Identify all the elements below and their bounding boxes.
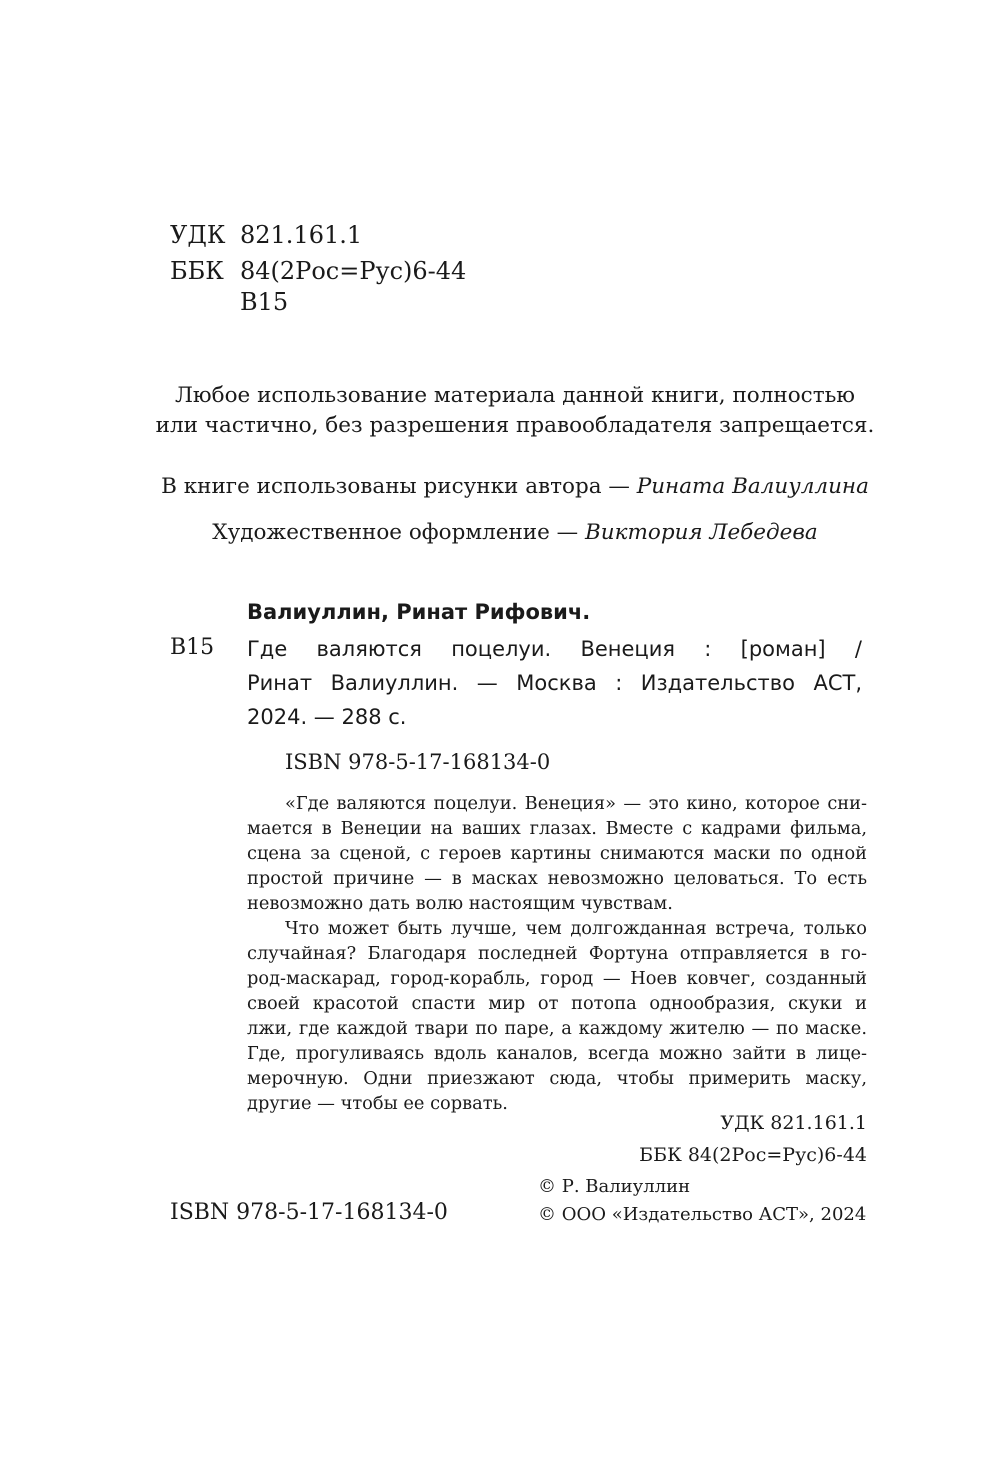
author-mark: В15 (240, 288, 289, 316)
catalog-isbn: ISBN 978-5-17-168134-0 (285, 750, 551, 774)
annotation-line: род-маскарад, город-корабль, город — Ноев ковчег, созданный (247, 968, 867, 989)
annotation-line: мается в Венеции на ваших глазах. Вместе с кадрами фильма, (247, 818, 867, 839)
annotation (247, 791, 867, 1116)
copyright-author: © Р. Валиуллин (538, 1176, 691, 1197)
design-credit (150, 517, 880, 548)
rights-notice-line-1: Любое использование материала данной книги, полностью (174, 383, 856, 408)
annotation-line: случайная? Благодаря последней Фортуна отправляется в го- (247, 943, 867, 964)
annotation-line: Что может быть лучше, чем долгожданная встреча, только (285, 918, 867, 939)
catalog-line: 2024. — 288 с. (247, 705, 407, 729)
annotation-line: простой причине — в масках невозможно целоваться. То есть (247, 868, 867, 889)
bbk-label: ББК (170, 257, 224, 285)
annotation-line: другие — чтобы ее сорвать. (247, 1093, 508, 1114)
annotation-line: невозможно дать волю настоящим чувствам. (247, 893, 673, 914)
annotation-line: сцена за сценой, с героев картины снимаются маски по одной (247, 843, 867, 864)
copyright-publisher: © ООО «Издательство АСТ», 2024 (538, 1204, 867, 1225)
footer-isbn: ISBN 978-5-17-168134-0 (170, 1200, 448, 1225)
annotation-line: лжи, где каждой твари по паре, а каждому жителю — по маске. (247, 1018, 867, 1039)
udk-label: УДК (170, 221, 226, 249)
bbk-value: 84(2Рос=Рус)6-44 (240, 257, 467, 285)
annotation-line: своей красотой спасти мир от потопа однообразия, скуки и (247, 993, 867, 1014)
annotation-line: мерочную. Одни приезжают сюда, чтобы примерить маску, (247, 1068, 867, 1089)
udk-value: 821.161.1 (240, 221, 363, 249)
catalog-description (247, 632, 862, 734)
illustrations-name: Рината Валиуллина (636, 474, 869, 499)
design-prefix: Художественное оформление — (212, 520, 585, 545)
annotation-line: Где, прогуливаясь вдоль каналов, всегда можно зайти в лице- (247, 1043, 867, 1064)
catalog-line: Ринат Валиуллин. — Москва : Издательство АСТ, (247, 671, 862, 695)
catalog-author-mark: В15 (170, 635, 215, 660)
illustrations-prefix: В книге использованы рисунки автора — (161, 474, 637, 499)
design-name: Виктория Лебедева (585, 520, 818, 545)
footer-udk: УДК 821.161.1 (720, 1112, 867, 1134)
annotation-line: «Где валяются поцелуи. Венеция» — это кино, которое сни- (285, 793, 867, 814)
footer-bbk: ББК 84(2Рос=Рус)6-44 (639, 1144, 867, 1166)
rights-notice-line-2: или частично, без разрешения правообладателя запрещается. (155, 413, 875, 438)
catalog-line: Где валяются поцелуи. Венеция : [роман] / (247, 637, 862, 661)
illustrations-credit (150, 471, 880, 502)
catalog-author-heading: Валиуллин, Ринат Рифович. (247, 600, 591, 624)
